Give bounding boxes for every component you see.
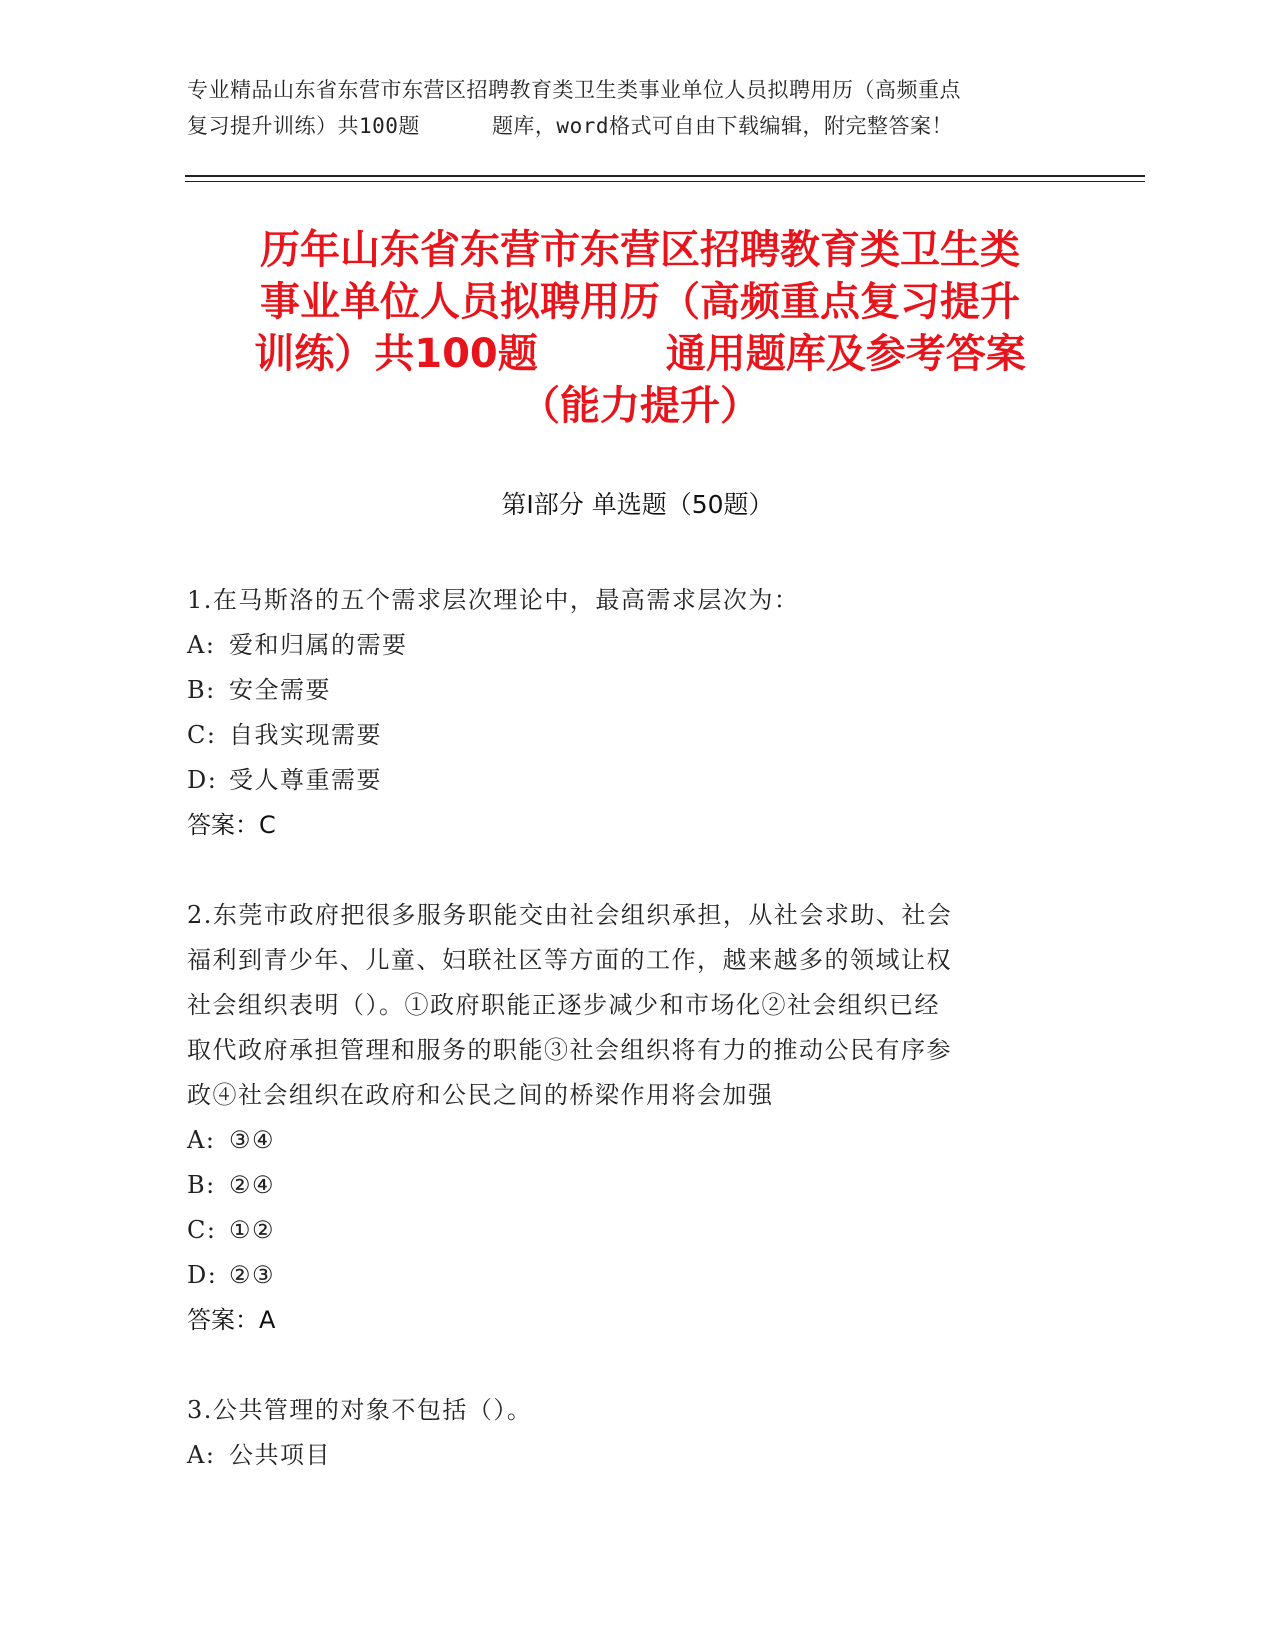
title-line-2: 事业单位人员拟聘用历（高频重点复习提升 <box>260 279 1020 325</box>
option-a <box>187 1118 1067 1163</box>
option-text: ③④ <box>229 1126 276 1154</box>
option-key: C: <box>187 721 217 749</box>
header-line-1: 专业精品山东省东营市东营区招聘教育类卫生类事业单位人员拟聘用历（高频重点 <box>187 78 961 102</box>
option-text: 公共项目 <box>229 1441 331 1469</box>
title-line-4: （能力提升） <box>520 383 760 429</box>
option-text: ②③ <box>229 1261 276 1289</box>
option-key: A: <box>187 1441 216 1469</box>
title-line-3-right: 通用题库及参考答案 <box>665 331 1026 377</box>
option-key: A: <box>187 631 216 659</box>
header-line-2 <box>187 108 1087 144</box>
question-text-line: 社会组织表明（）。①政府职能正逐步减少和市场化②社会组织已经 <box>187 991 940 1019</box>
option-text: ②④ <box>229 1171 276 1199</box>
option-c <box>187 1208 1067 1253</box>
question-text-line: 2.东莞市政府把很多服务职能交由社会组织承担，从社会求助、社会 <box>187 901 953 929</box>
question-3 <box>187 1388 1067 1478</box>
answer-text: 答案：A <box>187 1306 276 1334</box>
title-line-1: 历年山东省东营市东营区招聘教育类卫生类 <box>260 227 1020 273</box>
option-a <box>187 623 1067 668</box>
question-text-line: 取代政府承担管理和服务的职能③社会组织将有力的推动公民有序参 <box>187 1036 952 1064</box>
option-b <box>187 668 1067 713</box>
header-divider-thick <box>185 175 1145 177</box>
option-d <box>187 758 1067 803</box>
question-2 <box>187 893 1067 1343</box>
header-divider-thin <box>185 181 1145 182</box>
option-key: B: <box>187 1171 216 1199</box>
title-line-3 <box>160 328 1120 380</box>
header-line-2-left: 复习提升训练）共100题 <box>187 114 420 138</box>
answer-text: 答案：C <box>187 811 276 839</box>
question-text-line: 福利到青少年、儿童、妇联社区等方面的工作，越来越多的领域让权 <box>187 946 952 974</box>
option-key: D: <box>187 1261 218 1289</box>
option-key: A: <box>187 1126 216 1154</box>
question-text-line: 政④社会组织在政府和公民之间的桥梁作用将会加强 <box>187 1081 774 1109</box>
document-title <box>160 224 1120 432</box>
header-line-2-right: 题库，word格式可自由下载编辑，附完整答案！ <box>491 114 954 138</box>
option-text: 安全需要 <box>229 676 331 704</box>
option-text: 受人尊重需要 <box>229 766 382 794</box>
option-text: ①② <box>229 1216 276 1244</box>
option-b <box>187 1163 1067 1208</box>
page-header <box>187 72 1087 144</box>
option-key: B: <box>187 676 216 704</box>
question-1 <box>187 578 1067 848</box>
option-a <box>187 1433 1067 1478</box>
option-key: C: <box>187 1216 217 1244</box>
option-d <box>187 1253 1067 1298</box>
option-c <box>187 713 1067 758</box>
option-text: 自我实现需要 <box>229 721 382 749</box>
option-key: D: <box>187 766 218 794</box>
section-title: 第Ⅰ部分 单选题（50题） <box>501 490 774 519</box>
option-text: 爱和归属的需要 <box>229 631 408 659</box>
questions-list <box>187 578 1067 1478</box>
question-text: 3.公共管理的对象不包括（）。 <box>187 1396 533 1424</box>
title-line-3-left: 训练）共100题 <box>254 331 538 377</box>
question-text: 1.在马斯洛的五个需求层次理论中，最高需求层次为： <box>187 586 800 614</box>
